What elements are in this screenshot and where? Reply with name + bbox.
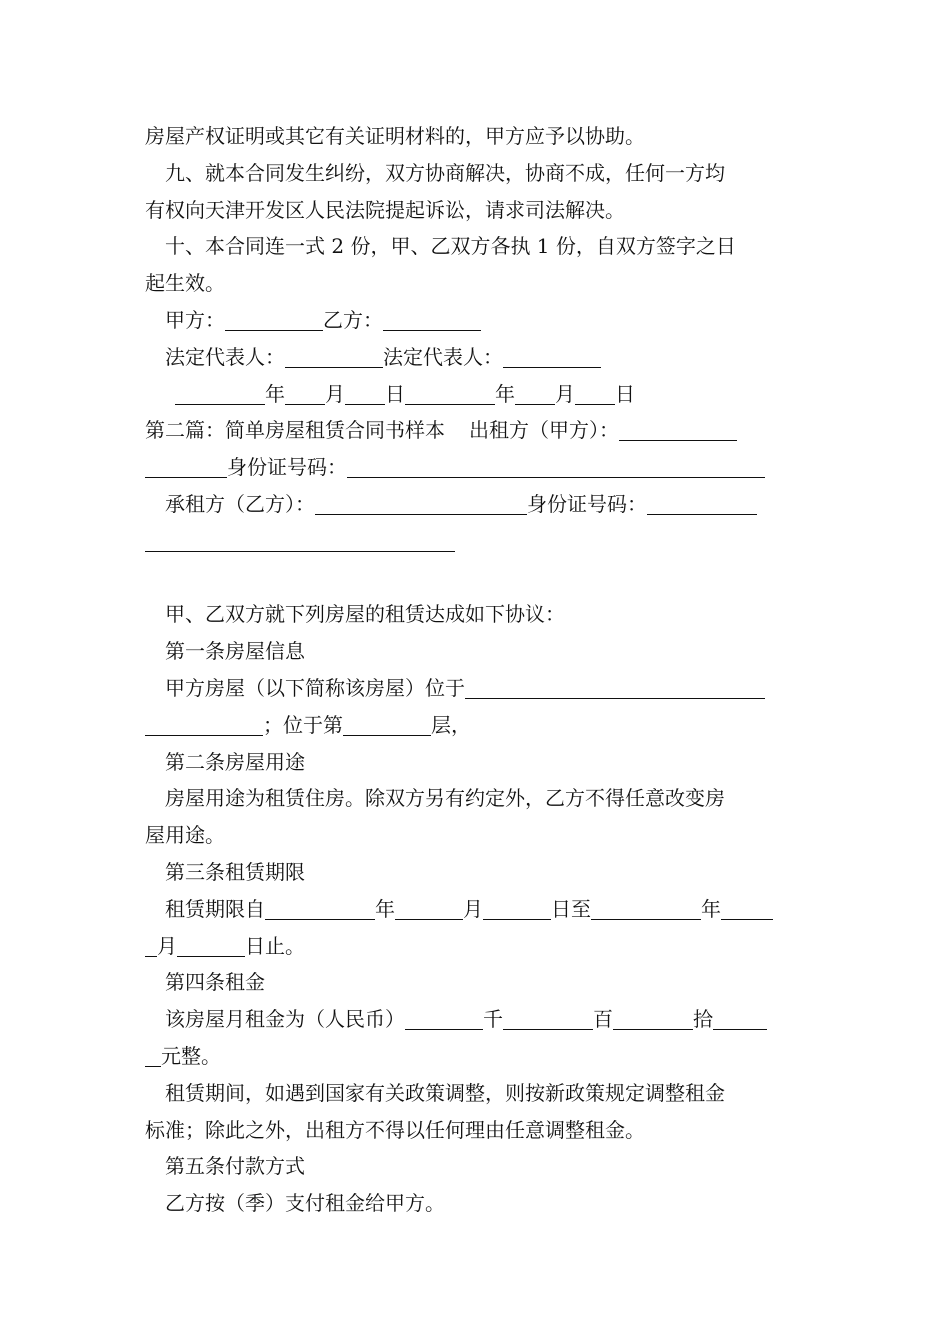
yuan-label: 元整。 (161, 1043, 221, 1068)
rent-label: 该房屋月租金为（人民币） (165, 1007, 405, 1032)
start-year-blank (265, 897, 375, 920)
lessor-id-blank (347, 455, 765, 478)
article-3-period-cont (145, 928, 810, 965)
party-b-label: 乙方： (323, 307, 383, 332)
lessee-id-cont (145, 523, 810, 560)
month-label: 月 (555, 381, 575, 406)
end-label: 日止。 (245, 933, 305, 958)
part2-title: 第二篇：简单房屋租赁合同书样本 (145, 418, 445, 443)
end-month-blank (721, 897, 773, 920)
party-a-blank (225, 308, 323, 331)
lessor-id-line (145, 449, 810, 486)
yuan-blank (713, 1007, 767, 1030)
article-5-body: 乙方按（季）支付租金给甲方。 (165, 1191, 445, 1216)
rep-b-label: 法定代表人： (383, 344, 503, 369)
article-1-title: 第一条房屋信息 (165, 639, 305, 664)
lessee-id-blank-cont (145, 529, 455, 552)
address-label: 甲方房屋（以下简称该房屋）位于 (165, 675, 465, 700)
party-a-label: 甲方： (165, 307, 225, 332)
day-label: 日 (385, 381, 405, 406)
lessee-label: 承租方（乙方）： (165, 491, 315, 516)
lessee-blank (315, 492, 527, 515)
article-4-title: 第四条租金 (165, 970, 265, 995)
text-line: 起生效。 (145, 271, 225, 296)
article-2-body: 房屋用途为租赁住房。除双方另有约定外，乙方不得任意改变房 (165, 786, 725, 811)
floor-unit: 层， (431, 712, 471, 737)
month-blank (515, 382, 555, 405)
hundred-blank (503, 1007, 593, 1030)
article-2-body-cont: 屋用途。 (145, 823, 225, 848)
article-4-adjust: 租赁期间，如遇到国家有关政策调整，则按新政策规定调整租金 (165, 1080, 725, 1105)
year-blank (405, 382, 495, 405)
rep-b-blank (503, 345, 601, 368)
floor-blank (343, 713, 431, 736)
rep-a-blank (285, 345, 383, 368)
signature-dates (145, 376, 810, 413)
day-blank (345, 382, 385, 405)
end-month-blank-cont (145, 934, 157, 957)
period-label: 租赁期限自 (165, 896, 265, 921)
end-day-blank (177, 934, 245, 957)
hundred-label: 百 (593, 1007, 613, 1032)
floor-label: ；位于第 (263, 712, 343, 737)
lessor-blank (619, 418, 737, 441)
day-label: 日 (615, 381, 635, 406)
article-3-period (145, 891, 810, 928)
party-b-blank (383, 308, 481, 331)
day-blank (575, 382, 615, 405)
text-line: 有权向天津开发区人民法院提起诉讼，请求司法解决。 (145, 197, 625, 222)
lessor-blank-cont (145, 455, 227, 478)
article-1-address (145, 670, 810, 707)
ten-blank (613, 1007, 693, 1030)
text-line: 房屋产权证明或其它有关证明材料的，甲方应予以协助。 (145, 124, 645, 148)
lessor-label: 出租方（甲方）： (469, 418, 619, 443)
document-body (145, 118, 810, 1222)
article-1-floor (145, 707, 810, 744)
article-2-title: 第二条房屋用途 (165, 749, 305, 774)
signature-representatives (145, 339, 810, 376)
article-4-rent-cont (145, 1038, 810, 1075)
to-label: 日至 (551, 896, 591, 921)
month-blank (285, 382, 325, 405)
start-month-blank (395, 897, 463, 920)
rep-a-label: 法定代表人： (165, 344, 285, 369)
article-4-rent (145, 1001, 810, 1038)
yuan-blank-cont (145, 1044, 161, 1067)
part2-heading (145, 412, 810, 449)
article-4-adjust-cont: 标准；除此之外，出租方不得以任何理由任意调整租金。 (145, 1117, 645, 1142)
lessee-line (145, 486, 810, 523)
id-label: 身份证号码： (227, 455, 347, 480)
agreement-intro: 甲、乙双方就下列房屋的租赁达成如下协议： (165, 602, 565, 627)
address-blank-cont (145, 713, 263, 736)
year-blank (175, 382, 265, 405)
address-blank (465, 676, 765, 699)
start-day-blank (483, 897, 551, 920)
thousand-blank (405, 1007, 483, 1030)
year-label: 年 (375, 896, 395, 921)
ten-label: 拾 (693, 1007, 713, 1032)
month-label: 月 (463, 896, 483, 921)
signature-parties (145, 302, 810, 339)
end-year-blank (591, 897, 701, 920)
year-label: 年 (265, 381, 285, 406)
article-5-title: 第五条付款方式 (165, 1154, 305, 1179)
thousand-label: 千 (483, 1007, 503, 1032)
id-label: 身份证号码： (527, 491, 647, 516)
lessee-id-blank (647, 492, 757, 515)
year-label: 年 (701, 896, 721, 921)
clause-9: 九、就本合同发生纠纷，双方协商解决，协商不成，任何一方均 (165, 160, 725, 185)
month-label: 月 (325, 381, 345, 406)
article-3-title: 第三条租赁期限 (165, 859, 305, 884)
month-label: 月 (157, 933, 177, 958)
year-label: 年 (495, 381, 515, 406)
clause-10: 十、本合同连一式 2 份，甲、乙双方各执 1 份，自双方签字之日 (165, 234, 736, 259)
